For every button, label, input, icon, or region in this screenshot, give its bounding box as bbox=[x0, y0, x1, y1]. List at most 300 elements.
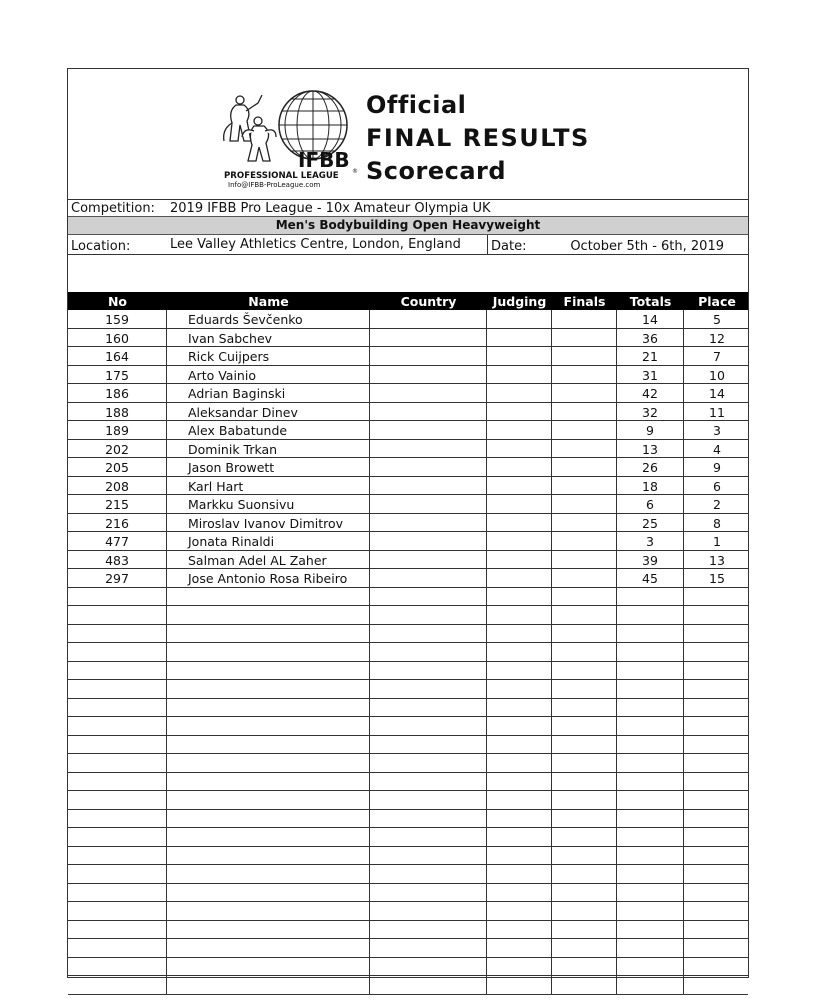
cell-no bbox=[68, 403, 167, 421]
cell-place bbox=[684, 384, 750, 402]
table-row bbox=[68, 440, 748, 459]
cell-finals bbox=[552, 440, 617, 458]
cell-totals bbox=[617, 921, 684, 939]
cell-finals bbox=[552, 773, 617, 791]
cell-place bbox=[684, 810, 750, 828]
cell-finals bbox=[552, 329, 617, 347]
header-country: Country bbox=[400, 294, 457, 309]
cell-country bbox=[370, 532, 487, 550]
location-row bbox=[68, 235, 748, 255]
cell-no-text: 297 bbox=[105, 571, 129, 586]
cell-no-text: 483 bbox=[105, 552, 129, 568]
cell-no bbox=[68, 939, 167, 957]
cell-name-text: Jose Antonio Rosa Ribeiro bbox=[188, 571, 348, 586]
cell-country bbox=[370, 810, 487, 828]
table-row bbox=[68, 736, 748, 755]
cell-no bbox=[68, 606, 167, 624]
cell-no bbox=[68, 440, 167, 458]
cell-totals bbox=[617, 495, 684, 513]
cell-name-text: Markku Suonsivu bbox=[188, 497, 295, 512]
cell-no bbox=[68, 680, 167, 698]
cell-country bbox=[370, 551, 487, 569]
cell-judging bbox=[487, 532, 552, 550]
cell-no-text: 175 bbox=[105, 367, 129, 383]
cell-no bbox=[68, 810, 167, 828]
cell-no bbox=[68, 625, 167, 643]
cell-country bbox=[370, 662, 487, 680]
header-judging: Judging bbox=[492, 294, 547, 309]
cell-place-text: 3 bbox=[713, 423, 721, 438]
cell-country bbox=[370, 939, 487, 957]
cell-totals-text: 18 bbox=[642, 478, 658, 494]
cell-totals bbox=[617, 384, 684, 402]
table-row bbox=[68, 403, 748, 422]
cell-judging bbox=[487, 662, 552, 680]
cell-judging bbox=[487, 495, 552, 513]
cell-name bbox=[167, 403, 370, 421]
document-title bbox=[366, 89, 590, 188]
cell-finals bbox=[552, 403, 617, 421]
cell-place bbox=[684, 458, 750, 476]
cell-finals bbox=[552, 606, 617, 624]
cell-totals-text: 42 bbox=[642, 386, 658, 401]
cell-finals bbox=[552, 532, 617, 550]
cell-totals bbox=[617, 699, 684, 717]
cell-totals bbox=[617, 847, 684, 865]
cell-totals bbox=[617, 662, 684, 680]
cell-totals-text: 26 bbox=[642, 460, 658, 475]
cell-totals bbox=[617, 958, 684, 976]
cell-judging bbox=[487, 477, 552, 495]
cell-place bbox=[684, 403, 750, 421]
cell-country bbox=[370, 403, 487, 421]
cell-judging bbox=[487, 625, 552, 643]
cell-judging bbox=[487, 569, 552, 587]
header-name: Name bbox=[248, 294, 289, 309]
cell-finals bbox=[552, 921, 617, 939]
cell-no-text: 202 bbox=[105, 441, 129, 457]
cell-judging bbox=[487, 643, 552, 661]
cell-name bbox=[167, 625, 370, 643]
table-row bbox=[68, 458, 748, 477]
table-row bbox=[68, 384, 748, 403]
cell-judging bbox=[487, 680, 552, 698]
cell-totals bbox=[617, 865, 684, 883]
cell-country bbox=[370, 680, 487, 698]
cell-finals bbox=[552, 884, 617, 902]
header-no: No bbox=[107, 294, 128, 309]
date-label: Date: bbox=[491, 239, 527, 254]
cell-finals bbox=[552, 662, 617, 680]
cell-place bbox=[684, 884, 750, 902]
cell-place bbox=[684, 588, 750, 606]
table-row bbox=[68, 551, 748, 570]
cell-no bbox=[68, 921, 167, 939]
cell-totals bbox=[617, 773, 684, 791]
cell-finals bbox=[552, 625, 617, 643]
cell-totals bbox=[617, 939, 684, 957]
table-row bbox=[68, 606, 748, 625]
cell-country bbox=[370, 921, 487, 939]
cell-finals bbox=[552, 569, 617, 587]
cell-finals bbox=[552, 588, 617, 606]
cell-totals bbox=[617, 810, 684, 828]
cell-place-text: 4 bbox=[713, 441, 721, 457]
cell-name-text: Dominik Trkan bbox=[188, 441, 278, 457]
header-finals: Finals bbox=[563, 294, 606, 309]
cell-judging bbox=[487, 606, 552, 624]
cell-judging bbox=[487, 551, 552, 569]
cell-name bbox=[167, 440, 370, 458]
cell-no bbox=[68, 310, 167, 328]
cell-totals-text: 36 bbox=[642, 330, 658, 346]
category-banner: Men's Bodybuilding Open Heavyweight bbox=[68, 217, 748, 235]
cell-totals bbox=[617, 625, 684, 643]
cell-judging bbox=[487, 736, 552, 754]
cell-totals bbox=[617, 643, 684, 661]
cell-judging bbox=[487, 902, 552, 920]
cell-judging bbox=[487, 699, 552, 717]
cell-no bbox=[68, 717, 167, 735]
cell-totals bbox=[617, 884, 684, 902]
cell-no bbox=[68, 847, 167, 865]
cell-place bbox=[684, 921, 750, 939]
cell-place bbox=[684, 477, 750, 495]
cell-country bbox=[370, 754, 487, 772]
cell-place bbox=[684, 791, 750, 809]
table-row bbox=[68, 347, 748, 366]
cell-name-text: Jason Browett bbox=[188, 460, 275, 475]
header-totals: Totals bbox=[629, 294, 672, 309]
cell-no bbox=[68, 754, 167, 772]
cell-no bbox=[68, 495, 167, 513]
cell-judging bbox=[487, 384, 552, 402]
cell-no-text: 216 bbox=[105, 515, 129, 531]
title-line-scorecard: Scorecard bbox=[366, 157, 507, 185]
cell-judging bbox=[487, 847, 552, 865]
cell-name bbox=[167, 514, 370, 532]
cell-totals bbox=[617, 680, 684, 698]
cell-country bbox=[370, 329, 487, 347]
cell-place bbox=[684, 366, 750, 384]
cell-judging bbox=[487, 754, 552, 772]
cell-no bbox=[68, 791, 167, 809]
cell-name bbox=[167, 958, 370, 976]
cell-finals bbox=[552, 458, 617, 476]
cell-name bbox=[167, 532, 370, 550]
cell-totals bbox=[617, 976, 684, 994]
cell-country bbox=[370, 884, 487, 902]
cell-no-text: 477 bbox=[105, 534, 129, 549]
cell-no bbox=[68, 588, 167, 606]
cell-place bbox=[684, 847, 750, 865]
cell-name bbox=[167, 902, 370, 920]
cell-name bbox=[167, 921, 370, 939]
cell-judging bbox=[487, 440, 552, 458]
cell-no-text: 215 bbox=[105, 497, 129, 512]
cell-totals-text: 25 bbox=[642, 515, 658, 531]
cell-finals bbox=[552, 643, 617, 661]
cell-place-text: 7 bbox=[713, 349, 721, 364]
cell-place bbox=[684, 329, 750, 347]
table-row bbox=[68, 958, 748, 977]
cell-place-text: 15 bbox=[709, 571, 725, 586]
cell-no-text: 186 bbox=[105, 386, 129, 401]
cell-country bbox=[370, 347, 487, 365]
cell-place bbox=[684, 532, 750, 550]
cell-judging bbox=[487, 921, 552, 939]
cell-place bbox=[684, 939, 750, 957]
cell-name bbox=[167, 976, 370, 994]
cell-place bbox=[684, 958, 750, 976]
cell-judging bbox=[487, 976, 552, 994]
cell-no-text: 188 bbox=[105, 404, 129, 420]
table-row bbox=[68, 791, 748, 810]
cell-country bbox=[370, 569, 487, 587]
logo-subtitle-text: PROFESSIONAL LEAGUE bbox=[224, 171, 339, 181]
cell-name bbox=[167, 477, 370, 495]
cell-judging bbox=[487, 347, 552, 365]
cell-place bbox=[684, 773, 750, 791]
cell-no bbox=[68, 865, 167, 883]
cell-totals-text: 32 bbox=[642, 404, 658, 420]
table-row bbox=[68, 588, 748, 607]
cell-totals bbox=[617, 403, 684, 421]
table-row bbox=[68, 699, 748, 718]
cell-country bbox=[370, 458, 487, 476]
cell-name-text: Alex Babatunde bbox=[188, 423, 288, 438]
cell-totals bbox=[617, 551, 684, 569]
cell-place bbox=[684, 514, 750, 532]
table-row bbox=[68, 976, 748, 995]
cell-place bbox=[684, 680, 750, 698]
cell-no bbox=[68, 458, 167, 476]
cell-country bbox=[370, 773, 487, 791]
cell-judging bbox=[487, 828, 552, 846]
cell-name bbox=[167, 791, 370, 809]
cell-country bbox=[370, 791, 487, 809]
cell-name bbox=[167, 865, 370, 883]
cell-judging bbox=[487, 310, 552, 328]
cell-name-text: Salman Adel AL Zaher bbox=[188, 552, 327, 568]
cell-no bbox=[68, 477, 167, 495]
cell-place bbox=[684, 440, 750, 458]
cell-no-text: 189 bbox=[105, 423, 129, 438]
table-row bbox=[68, 717, 748, 736]
ifbb-logo bbox=[218, 89, 368, 189]
cell-finals bbox=[552, 939, 617, 957]
cell-no bbox=[68, 347, 167, 365]
cell-name bbox=[167, 588, 370, 606]
cell-totals bbox=[617, 606, 684, 624]
title-line-official: Official bbox=[366, 91, 467, 119]
cell-totals-text: 9 bbox=[646, 423, 654, 438]
cell-finals bbox=[552, 847, 617, 865]
cell-totals bbox=[617, 902, 684, 920]
cell-country bbox=[370, 865, 487, 883]
cell-judging bbox=[487, 791, 552, 809]
cell-judging bbox=[487, 329, 552, 347]
cell-judging bbox=[487, 458, 552, 476]
cell-totals bbox=[617, 458, 684, 476]
cell-judging bbox=[487, 773, 552, 791]
table-row bbox=[68, 514, 748, 533]
cell-totals-text: 45 bbox=[642, 571, 658, 586]
cell-finals bbox=[552, 366, 617, 384]
cell-country bbox=[370, 736, 487, 754]
cell-country bbox=[370, 495, 487, 513]
scorecard-header bbox=[68, 69, 748, 200]
table-row bbox=[68, 865, 748, 884]
cell-no bbox=[68, 569, 167, 587]
cell-country bbox=[370, 384, 487, 402]
location-label: Location: bbox=[71, 239, 131, 254]
title-line-final-results: FINAL RESULTS bbox=[366, 124, 590, 152]
cell-place bbox=[684, 495, 750, 513]
cell-no bbox=[68, 828, 167, 846]
cell-country bbox=[370, 828, 487, 846]
cell-name bbox=[167, 939, 370, 957]
cell-no bbox=[68, 384, 167, 402]
cell-no bbox=[68, 532, 167, 550]
cell-judging bbox=[487, 514, 552, 532]
cell-name bbox=[167, 551, 370, 569]
cell-country bbox=[370, 976, 487, 994]
date-value: October 5th - 6th, 2019 bbox=[570, 239, 724, 254]
cell-totals bbox=[617, 440, 684, 458]
cell-finals bbox=[552, 958, 617, 976]
svg-text:®: ® bbox=[352, 168, 358, 175]
cell-judging bbox=[487, 717, 552, 735]
cell-country bbox=[370, 625, 487, 643]
cell-no bbox=[68, 773, 167, 791]
cell-totals-text: 21 bbox=[642, 349, 658, 364]
cell-name-text: Ivan Sabchev bbox=[188, 330, 273, 346]
date-divider bbox=[487, 235, 488, 255]
cell-place bbox=[684, 717, 750, 735]
cell-finals bbox=[552, 514, 617, 532]
cell-name-text: Jonata Rinaldi bbox=[188, 534, 275, 549]
cell-name bbox=[167, 680, 370, 698]
cell-country bbox=[370, 514, 487, 532]
cell-no-text: 208 bbox=[105, 478, 129, 494]
cell-country bbox=[370, 902, 487, 920]
cell-country bbox=[370, 477, 487, 495]
cell-name-text: Arto Vainio bbox=[188, 367, 256, 383]
cell-totals bbox=[617, 514, 684, 532]
table-row bbox=[68, 495, 748, 514]
cell-totals-text: 31 bbox=[642, 367, 658, 383]
table-row bbox=[68, 773, 748, 792]
cell-place bbox=[684, 865, 750, 883]
cell-place bbox=[684, 625, 750, 643]
cell-name bbox=[167, 347, 370, 365]
cell-place-text: 6 bbox=[713, 478, 721, 494]
cell-judging bbox=[487, 865, 552, 883]
cell-name-text: Miroslav Ivanov Dimitrov bbox=[188, 515, 344, 531]
cell-finals bbox=[552, 736, 617, 754]
cell-totals bbox=[617, 588, 684, 606]
table-row bbox=[68, 662, 748, 681]
cell-name bbox=[167, 606, 370, 624]
cell-country bbox=[370, 606, 487, 624]
cell-name bbox=[167, 717, 370, 735]
cell-place-text: 10 bbox=[709, 367, 725, 383]
cell-judging bbox=[487, 939, 552, 957]
cell-name bbox=[167, 310, 370, 328]
cell-no bbox=[68, 643, 167, 661]
cell-totals bbox=[617, 828, 684, 846]
cell-country bbox=[370, 643, 487, 661]
cell-place bbox=[684, 976, 750, 994]
competition-value: 2019 IFBB Pro League - 10x Amateur Olympia UK bbox=[170, 201, 491, 216]
cell-name bbox=[167, 736, 370, 754]
cell-name-text: Adrian Baginski bbox=[188, 386, 286, 401]
cell-name-text: Karl Hart bbox=[188, 478, 244, 494]
cell-totals bbox=[617, 754, 684, 772]
table-row bbox=[68, 477, 748, 496]
competition-row bbox=[68, 200, 748, 217]
cell-place-text: 5 bbox=[713, 312, 721, 327]
cell-name bbox=[167, 773, 370, 791]
cell-place bbox=[684, 551, 750, 569]
cell-totals bbox=[617, 569, 684, 587]
location-value: Lee Valley Athletics Centre, London, England bbox=[170, 237, 461, 252]
cell-no bbox=[68, 958, 167, 976]
cell-finals bbox=[552, 976, 617, 994]
cell-name bbox=[167, 384, 370, 402]
cell-no bbox=[68, 884, 167, 902]
cell-totals bbox=[617, 532, 684, 550]
cell-name bbox=[167, 662, 370, 680]
cell-no bbox=[68, 551, 167, 569]
cell-place bbox=[684, 310, 750, 328]
cell-totals-text: 14 bbox=[642, 312, 658, 327]
cell-finals bbox=[552, 791, 617, 809]
cell-place bbox=[684, 736, 750, 754]
cell-name-text: Rick Cuijpers bbox=[188, 349, 270, 364]
cell-totals bbox=[617, 366, 684, 384]
cell-finals bbox=[552, 810, 617, 828]
cell-no bbox=[68, 976, 167, 994]
cell-finals bbox=[552, 384, 617, 402]
cell-totals-text: 3 bbox=[646, 534, 654, 549]
cell-totals bbox=[617, 421, 684, 439]
cell-country bbox=[370, 699, 487, 717]
table-row bbox=[68, 754, 748, 773]
cell-country bbox=[370, 958, 487, 976]
logo-email-text: Info@IFBB-ProLeague.com bbox=[228, 181, 321, 189]
cell-finals bbox=[552, 717, 617, 735]
cell-finals bbox=[552, 347, 617, 365]
cell-place-text: 11 bbox=[709, 404, 725, 420]
logo-brand-text: IFBB bbox=[298, 148, 350, 172]
cell-place bbox=[684, 902, 750, 920]
cell-name bbox=[167, 754, 370, 772]
cell-place bbox=[684, 662, 750, 680]
cell-name bbox=[167, 643, 370, 661]
table-row bbox=[68, 828, 748, 847]
cell-no-text: 160 bbox=[105, 330, 129, 346]
table-row bbox=[68, 680, 748, 699]
cell-totals-text: 13 bbox=[642, 441, 658, 457]
table-row bbox=[68, 421, 748, 440]
cell-no-text: 164 bbox=[105, 349, 129, 364]
cell-no bbox=[68, 736, 167, 754]
cell-no bbox=[68, 329, 167, 347]
cell-totals bbox=[617, 329, 684, 347]
cell-name bbox=[167, 569, 370, 587]
